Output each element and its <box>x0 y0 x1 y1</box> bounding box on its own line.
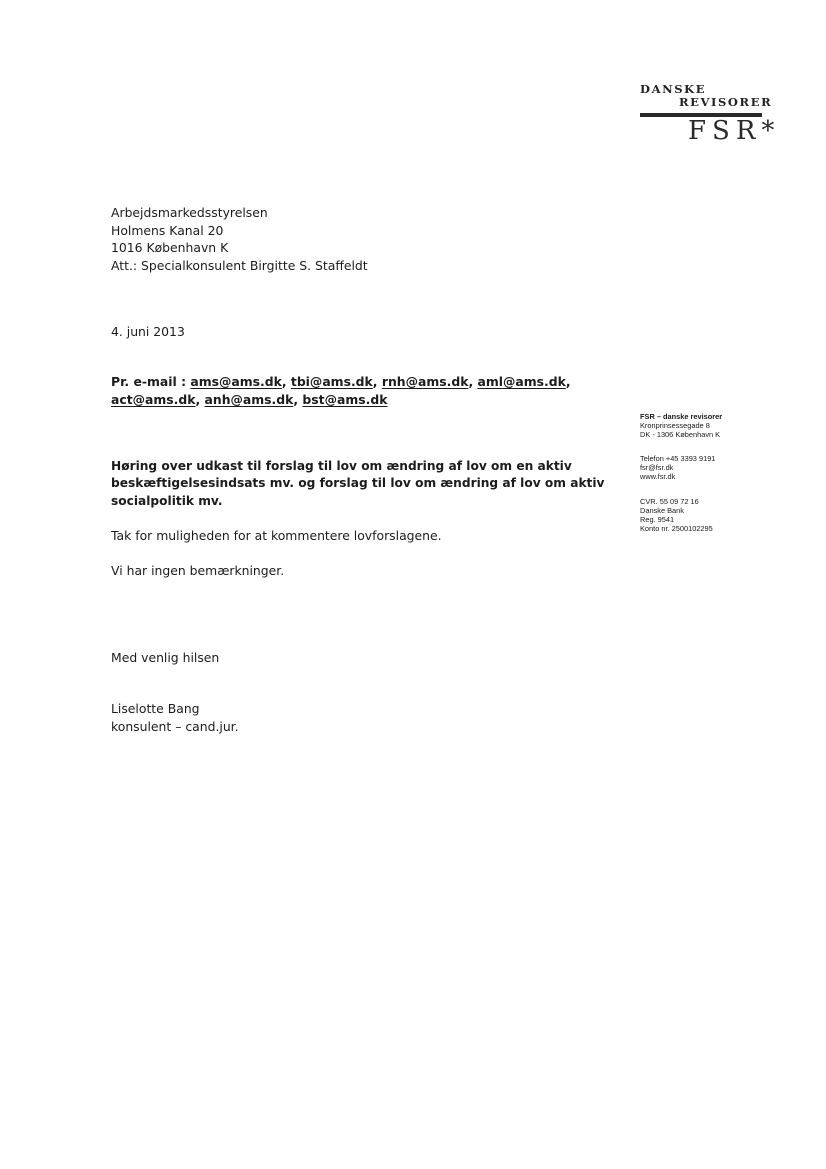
email-link[interactable]: aml@ams.dk <box>477 374 566 389</box>
recipient-line: 1016 København K <box>111 240 229 255</box>
email-link[interactable]: act@ams.dk <box>111 392 196 407</box>
sender-reg: Reg. 9541 <box>640 515 675 525</box>
signer-name: Liselotte Bang <box>111 701 200 716</box>
email-separator: , <box>468 374 478 389</box>
letter-date: 4. juni 2013 <box>111 324 185 339</box>
recipient-line: Holmens Kanal 20 <box>111 222 224 238</box>
subject-line: Høring over udkast til forslag til lov om ændring af lov om en aktiv <box>111 459 572 473</box>
sender-account: Konto nr. 2500102295 <box>640 524 713 534</box>
sender-email[interactable]: fsr@fsr.dk <box>640 463 674 473</box>
logo-text-danske: DANSKE <box>640 82 707 96</box>
email-prefix: Pr. e-mail : <box>111 374 191 389</box>
email-separator: , <box>565 374 571 389</box>
sender-address-block <box>640 412 722 439</box>
logo-mark-fsr: FSR* <box>688 116 781 146</box>
email-link[interactable]: rnh@ams.dk <box>381 374 469 389</box>
sender-cvr: CVR. 55 09 72 16 <box>640 497 699 506</box>
sender-city: DK - 1306 København K <box>640 430 721 440</box>
email-line-2 <box>111 391 571 409</box>
sender-contact-block <box>640 454 715 481</box>
sender-phone: Telefon +45 3393 9191 <box>640 454 716 463</box>
sender-web[interactable]: www.fsr.dk <box>640 472 676 482</box>
logo-text-revisorer: REVISORER <box>679 95 773 109</box>
email-recipients <box>111 373 571 409</box>
body-paragraph: Vi har ingen bemærkninger. <box>111 563 285 578</box>
sender-street: Kronprinsessegade 8 <box>640 421 710 431</box>
email-separator: , <box>372 374 382 389</box>
closing-greeting: Med venlig hilsen <box>111 650 220 665</box>
email-separator: , <box>195 392 205 407</box>
email-link[interactable]: anh@ams.dk <box>204 392 294 407</box>
signature-block <box>111 700 239 735</box>
sender-bank: Danske Bank <box>640 506 684 516</box>
letter-subject <box>111 458 605 510</box>
subject-line: beskæftigelsesindsats mv. og forslag til lov om ændring af lov om aktiv <box>111 476 605 491</box>
signer-title: konsulent – cand.jur. <box>111 718 239 734</box>
recipient-address <box>111 204 368 274</box>
email-separator: , <box>281 374 291 389</box>
recipient-line: Att.: Specialkonsulent Birgitte S. Staffeldt <box>111 257 368 273</box>
body-paragraph: Tak for muligheden for at kommentere lovforslagene. <box>111 528 442 543</box>
email-line-1 <box>111 373 571 391</box>
email-separator: , <box>293 392 303 407</box>
sender-org: FSR – danske revisorer <box>640 412 723 421</box>
recipient-line: Arbejdsmarkedsstyrelsen <box>111 205 268 220</box>
email-link[interactable]: bst@ams.dk <box>302 392 388 407</box>
email-link[interactable]: ams@ams.dk <box>190 374 282 389</box>
sender-bank-block <box>640 497 713 533</box>
email-link[interactable]: tbi@ams.dk <box>290 374 373 389</box>
fsr-logo <box>630 82 781 152</box>
subject-line: socialpolitik mv. <box>111 493 223 508</box>
